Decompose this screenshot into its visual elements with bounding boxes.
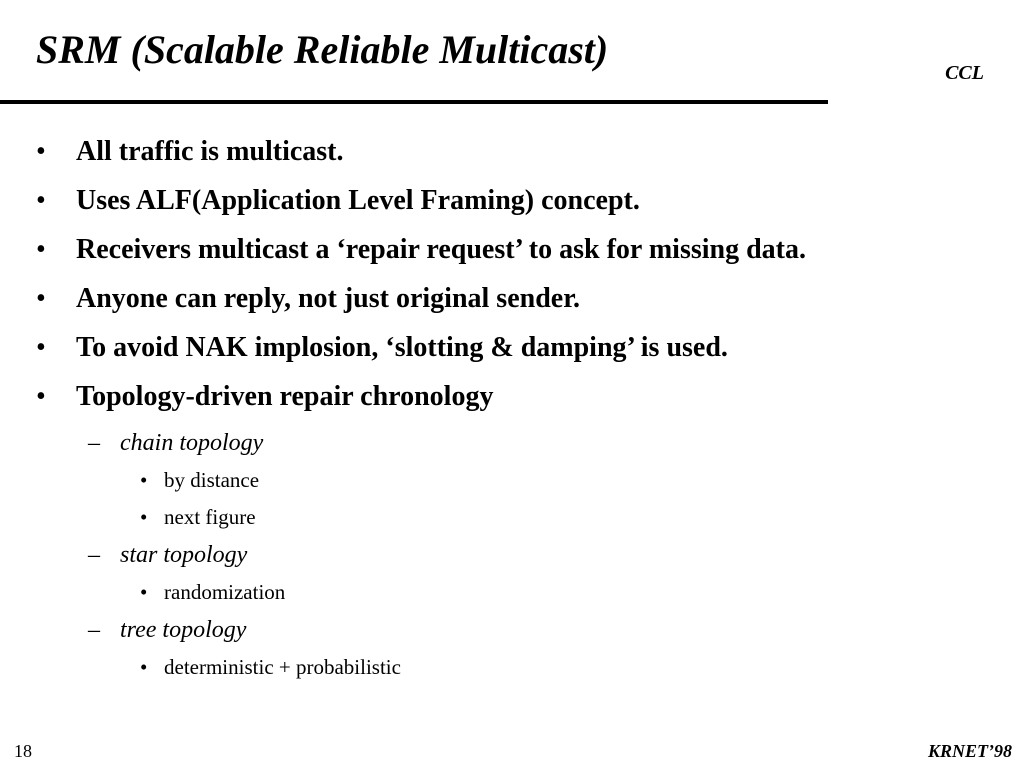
dash-marker: –	[88, 430, 100, 456]
bullet-marker: •	[36, 136, 46, 167]
bullet-item	[36, 332, 996, 381]
bullet-text: Anyone can reply, not just original sender.	[76, 283, 581, 314]
bullet-marker: •	[36, 283, 46, 314]
subbullet-text: tree topology	[120, 617, 247, 643]
subsub-text: randomization	[164, 580, 286, 604]
subsub-item	[140, 580, 996, 617]
bullet-marker: •	[36, 185, 46, 216]
subbullet-text: star topology	[120, 542, 248, 568]
page-number: 18	[14, 741, 32, 761]
bullet-item	[36, 283, 996, 332]
dash-marker: –	[88, 542, 100, 568]
subsub-item	[140, 505, 996, 542]
slide-title: SRM (Scalable Reliable Multicast)	[36, 27, 609, 72]
subbullet-text: chain topology	[120, 430, 264, 456]
subbullet-item	[88, 542, 996, 580]
subbullet-item	[88, 617, 996, 655]
bullet-text: To avoid NAK implosion, ‘slotting & damping’ is used.	[76, 332, 728, 363]
subsub-text: next figure	[164, 505, 256, 529]
subsub-text: deterministic + probabilistic	[164, 655, 401, 679]
bullet-marker: •	[140, 580, 148, 604]
bullet-item	[36, 185, 996, 234]
bullet-item	[36, 381, 996, 430]
bullet-marker: •	[140, 655, 148, 679]
bullet-text: Receivers multicast a ‘repair request’ to ask for missing data.	[76, 234, 806, 265]
subbullet-item	[88, 430, 996, 468]
subsub-item	[140, 468, 996, 505]
bullet-item	[36, 136, 996, 185]
bullet-text: Uses ALF(Application Level Framing) concept.	[76, 185, 640, 216]
bullet-item	[36, 234, 996, 283]
bullet-text: All traffic is multicast.	[76, 136, 344, 167]
dash-marker: –	[88, 617, 100, 643]
org-label: CCL	[945, 62, 984, 84]
event-label: KRNET’98	[927, 741, 1012, 761]
bullet-marker: •	[140, 505, 148, 529]
title-divider	[0, 100, 828, 104]
bullet-marker: •	[140, 468, 148, 492]
subsub-item	[140, 655, 996, 692]
bullet-marker: •	[36, 234, 46, 265]
bullet-marker: •	[36, 381, 46, 412]
subsub-text: by distance	[164, 468, 260, 492]
bullet-marker: •	[36, 332, 46, 363]
bullet-list	[36, 136, 996, 692]
bullet-text: Topology-driven repair chronology	[76, 381, 494, 412]
